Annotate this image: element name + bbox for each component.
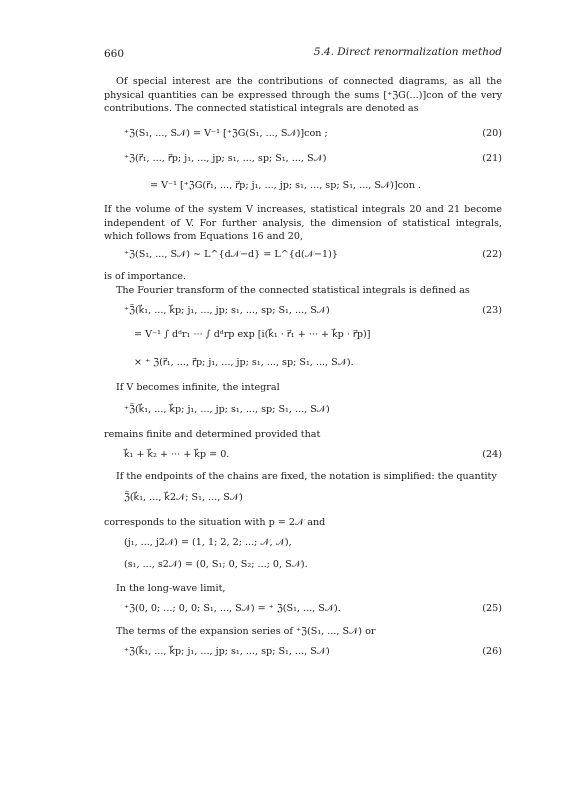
paragraph-5: If V becomes infinite, the integral <box>116 382 280 393</box>
equation-number-23: (23) <box>482 305 502 316</box>
equation-inf: ⁺ℨ̃(k⃗₁, ..., k⃗p; j₁, ..., jp; s₁, ..., sp; S₁, ..., S𝒩) <box>124 404 330 415</box>
paragraph-9: In the long-wave limit, <box>116 583 226 594</box>
paragraph-6: remains finite and determined provided that <box>104 429 321 440</box>
equation-23-line-3: × ⁺ ℨ(r⃗₁, ..., r⃗p; j₁, ..., jp; s₁, ..., sp; S₁, ..., S𝒩). <box>134 357 354 368</box>
paragraph-4: The Fourier transform of the connected statistical integrals is defined as <box>116 285 470 296</box>
equation-21-line-2: = V⁻¹ [⁺ℨG(r⃗₁, ..., r⃗p; j₁, ..., jp; s₁, ..., sp; S₁, ..., S𝒩)]con . <box>150 180 422 191</box>
equation-number-24: (24) <box>482 449 502 460</box>
equation-j-indices: (j₁, ..., j2𝒩) = (1, 1; 2, 2; ...; 𝒩, 𝒩), <box>124 537 292 548</box>
equation-20: ⁺ℨ(S₁, ..., S𝒩) = V⁻¹ [⁺ℨG(S₁, ..., S𝒩)]con ; <box>124 128 328 139</box>
page-number: 660 <box>104 48 125 60</box>
equation-s-indices: (s₁, ..., s2𝒩) = (0, S₁; 0, S₂; ...; 0, S𝒩). <box>124 559 308 570</box>
paragraph-7: If the endpoints of the chains are fixed, the notation is simplified: the quantity <box>116 471 497 482</box>
equation-23-line-1: ⁺ℨ̃(k⃗₁, ..., k⃗p; j₁, ..., jp; s₁, ..., sp; S₁, ..., S𝒩) <box>124 305 330 316</box>
paragraph-1: Of special interest are the contributions of connected diagrams, as all the physical quantities can be expressed through the sums [⁺ℨG(...)]con of the very contributions. The connected statistical integrals are denoted as <box>104 76 502 115</box>
equation-24: k⃗₁ + k⃗₂ + ··· + k⃗p = 0. <box>124 449 230 460</box>
running-header: 5.4. Direct renormalization method <box>313 46 502 58</box>
paragraph-8: corresponds to the situation with p = 2𝒩 and <box>104 517 326 528</box>
equation-number-26: (26) <box>482 646 502 657</box>
equation-21-line-1: ⁺ℨ(r⃗₁, ..., r⃗p; j₁, ..., jp; s₁, ..., sp; S₁, ..., S𝒩) <box>124 153 327 164</box>
equation-number-20: (20) <box>482 128 502 139</box>
equation-number-21: (21) <box>482 153 502 164</box>
paragraph-10: The terms of the expansion series of ⁺ℨ(S₁, ..., S𝒩) or <box>116 626 376 637</box>
equation-number-25: (25) <box>482 603 502 614</box>
paragraph-3: is of importance. <box>104 271 186 282</box>
equation-23-line-2: = V⁻¹ ∫ dᵈr₁ ··· ∫ dᵈrp exp [i(k⃗₁ · r⃗₁ + ··· + k⃗p · r⃗p)] <box>134 329 371 340</box>
equation-22: ⁺ℨ(S₁, ..., S𝒩) ∼ L^{d𝒩−d} = L^{d(𝒩−1)} <box>124 249 338 260</box>
paragraph-2: If the volume of the system V increases, statistical integrals 20 and 21 become independent of V. For further analysis, the dimension of statistical integrals, which follows from Equations 16 and 20, <box>104 204 502 243</box>
equation-26: ⁺ℨ(k⃗₁, ..., k⃗p; j₁, ..., jp; s₁, ..., sp; S₁, ..., S𝒩) <box>124 646 330 657</box>
equation-25: ⁺ℨ(0, 0; ...; 0, 0; S₁, ..., S𝒩) = ⁺ ℨ(S₁, ..., S𝒩). <box>124 603 341 614</box>
equation-number-22: (22) <box>482 249 502 260</box>
equation-quantity: ℨ̃(k⃗₁, ..., k⃗2𝒩; S₁, ..., S𝒩) <box>124 492 243 503</box>
